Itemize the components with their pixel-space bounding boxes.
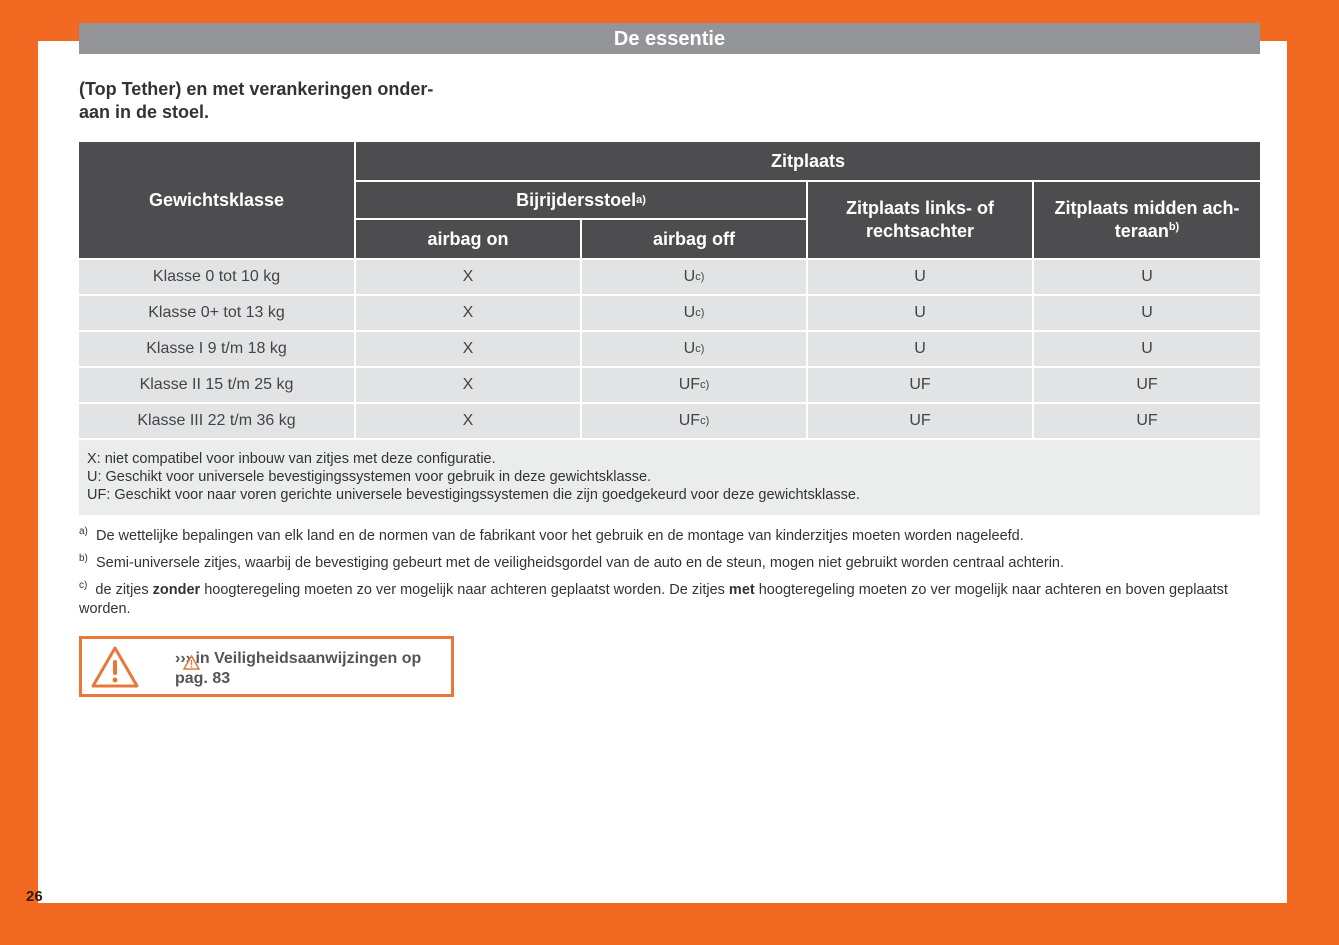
cell-value: UF	[678, 376, 701, 393]
footnote-bold: zonder	[152, 582, 201, 598]
table-cell-off: UF c)	[582, 404, 806, 438]
table-cell-klasse	[79, 332, 354, 366]
cell-value: UF	[678, 412, 701, 429]
cell-value: U	[1141, 268, 1153, 285]
footnote-b	[79, 554, 1260, 573]
footnote-mark: c)	[79, 580, 88, 592]
table-cell-middle	[1034, 260, 1260, 294]
cell-value: Klasse I 9 t/m 18 kg	[146, 340, 287, 357]
table-cell-off: U c)	[582, 332, 806, 366]
table-cell-klasse	[79, 260, 354, 294]
table-cell-off: UF c)	[582, 368, 806, 402]
cell-value: U	[914, 268, 926, 285]
warning-triangle-icon	[90, 645, 140, 689]
table-cell-on	[356, 332, 580, 366]
cell-value: U	[1141, 304, 1153, 321]
footnote-text: hoogteregeling moeten zo ver mogelijk naar achteren en boven geplaatst worden.	[79, 582, 1228, 617]
label: Bijrijdersstoel	[516, 189, 637, 210]
table-cell-middle	[1034, 368, 1260, 402]
footnote-text: De wettelijke bepalingen van elk land en de normen van de fabrikant voor het gebruik en de montage van kinderzitjes moeten worden nageleefd.	[95, 528, 1024, 544]
header-rear-side: Zitplaats links- of rechtsachter	[808, 182, 1032, 258]
footnote-text: hoogteregeling moeten zo ver mogelijk naar achteren geplaatst worden. De zitjes	[200, 582, 729, 598]
intro-line: (Top Tether) en met verankeringen onder-	[79, 79, 434, 99]
footnote-text: de zitjes	[95, 582, 153, 598]
legend-item: X: niet compatibel voor inbouw van zitjes met deze configuratie.	[87, 451, 496, 467]
footnote-ref: b)	[1168, 221, 1180, 233]
table-cell-klasse	[79, 368, 354, 402]
table-cell-side	[808, 368, 1032, 402]
cell-value: UF	[1136, 412, 1158, 429]
cell-value: X	[462, 412, 474, 429]
intro-text	[79, 78, 433, 124]
header-airbag-on: airbag on	[356, 220, 580, 258]
cell-value: X	[462, 340, 474, 357]
cell-value: U	[1141, 340, 1153, 357]
header-rear-middle	[1034, 182, 1260, 258]
legend-item: U: Geschikt voor universele bevestigingssystemen voor gebruik in deze gewichtsklasse.	[87, 469, 652, 485]
header-seat: Zitplaats	[356, 142, 1260, 180]
cell-value: U	[914, 304, 926, 321]
table-cell-side	[808, 332, 1032, 366]
cell-value: U	[683, 268, 696, 285]
footnote-mark: a)	[79, 526, 88, 538]
cell-value: UF	[909, 376, 931, 393]
footnote-bold: met	[728, 582, 755, 598]
cell-value: X	[462, 304, 474, 321]
footnote-a	[79, 527, 1260, 546]
section-header: De essentie	[79, 23, 1260, 54]
cell-value: Klasse 0 tot 10 kg	[152, 268, 281, 285]
table-cell-middle	[1034, 332, 1260, 366]
cell-value: U	[914, 340, 926, 357]
warning-text: in Veiligheidsaanwijzingen op pag. 83	[175, 650, 422, 687]
table-cell-side	[808, 260, 1032, 294]
table-cell-middle	[1034, 404, 1260, 438]
footnote-text: Semi-universele zitjes, waarbij de bevestiging gebeurt met de veiligheidsgordel van de auto en de steun, mogen niet gebruikt worden centraal achterin.	[95, 555, 1065, 571]
cell-value: U	[683, 304, 696, 321]
table-cell-off: U c)	[582, 260, 806, 294]
table-legend	[79, 440, 1260, 515]
label: Zitplaats midden ach-teraan	[1054, 198, 1240, 241]
cell-value: X	[462, 268, 474, 285]
page-number: 26	[26, 888, 43, 905]
table-cell-klasse	[79, 296, 354, 330]
warning-box	[79, 636, 454, 697]
table-cell-klasse	[79, 404, 354, 438]
cell-value: Klasse II 15 t/m 25 kg	[139, 376, 294, 393]
arrows-icon: ›››	[175, 650, 191, 667]
cell-value: U	[683, 340, 696, 357]
table-cell-on	[356, 368, 580, 402]
small-warning-icon	[183, 655, 200, 670]
header-airbag-off: airbag off	[582, 220, 806, 258]
table-cell-on	[356, 404, 580, 438]
cell-value: Klasse 0+ tot 13 kg	[148, 304, 285, 321]
warning-link[interactable]	[175, 649, 451, 689]
table-cell-side	[808, 296, 1032, 330]
cell-value: Klasse III 22 t/m 36 kg	[137, 412, 296, 429]
table-cell-off: U c)	[582, 296, 806, 330]
table-cell-middle	[1034, 296, 1260, 330]
cell-value: UF	[909, 412, 931, 429]
footnote-mark: b)	[79, 553, 88, 565]
footnote-c	[79, 581, 1260, 619]
intro-line: aan in de stoel.	[79, 102, 210, 122]
table-cell-on	[356, 296, 580, 330]
cell-value: X	[462, 376, 474, 393]
header-weight: Gewichtsklasse	[79, 142, 354, 258]
table-cell-side	[808, 404, 1032, 438]
legend-item: UF: Geschikt voor naar voren gerichte universele bevestigingssystemen die zijn goedgekeurd voor deze gewichtsklasse.	[87, 487, 860, 503]
header-passenger: Bijrijdersstoel a)	[356, 182, 806, 218]
cell-value: UF	[1136, 376, 1158, 393]
table-cell-on	[356, 260, 580, 294]
